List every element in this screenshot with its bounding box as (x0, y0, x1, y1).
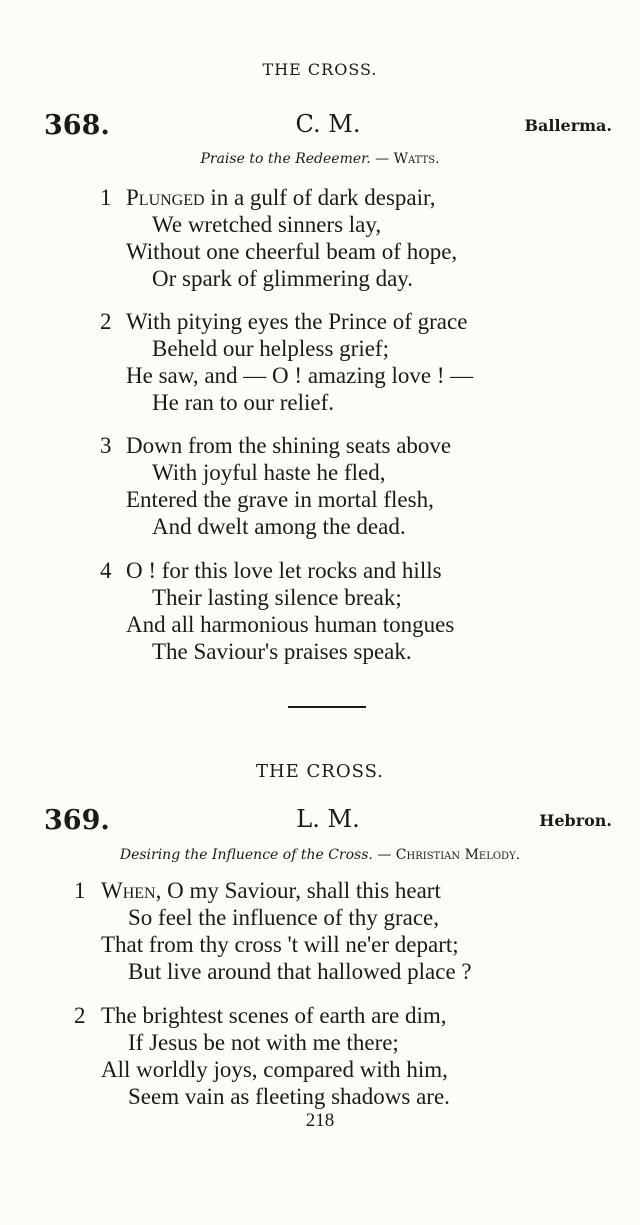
stanza-line: He saw, and — O ! amazing love ! — (126, 363, 474, 388)
stanza-line: That from thy cross 't will ne'er depart; (101, 932, 459, 957)
hymn-subtitle (0, 847, 640, 863)
line-text: in a gulf of dark despair, (204, 185, 436, 210)
hymn-tune: Ballerma. (524, 116, 612, 135)
stanza-number: 1 (100, 185, 112, 210)
hymn-subtitle (0, 151, 640, 167)
stanza (0, 184, 640, 292)
stanza-number: 1 (74, 878, 86, 903)
stanza-line: O ! for this love let rocks and hills (126, 558, 442, 583)
stanza (0, 557, 640, 665)
hymn-author: Christian Melody. (395, 847, 521, 863)
line-text: , O my Saviour, shall this heart (155, 878, 441, 903)
stanza-line: He ran to our relief. (152, 390, 335, 415)
hymn-header (44, 110, 612, 140)
hymn-header (44, 805, 612, 835)
first-word: Plunged (126, 185, 205, 210)
stanza-line: But live around that hallowed place ? (128, 959, 472, 984)
stanza-line: Their lasting silence break; (152, 585, 402, 610)
section-title: THE CROSS. (255, 761, 385, 782)
stanza-number: 2 (100, 309, 112, 334)
stanza-line: All worldly joys, compared with him, (101, 1057, 448, 1082)
stanza-number: 4 (100, 558, 112, 583)
stanza-line: So feel the influence of thy grace, (128, 905, 440, 930)
stanza (0, 877, 640, 985)
stanza-line: Or spark of glimmering day. (152, 266, 414, 291)
subtitle-dash: — (372, 847, 396, 863)
stanza-line (0, 184, 640, 211)
stanza-line: If Jesus be not with me there; (128, 1030, 399, 1055)
stanza-line: Seem vain as fleeting shadows are. (128, 1084, 450, 1109)
stanza-line: We wretched sinners lay, (152, 212, 382, 237)
stanza-number: 3 (100, 433, 112, 458)
stanza-line: And all harmonious human tongues (126, 612, 455, 637)
stanza-number: 2 (74, 1003, 86, 1028)
hymn-author: Watts. (393, 151, 440, 167)
hymn-meter: L. M. (296, 805, 360, 833)
hymn-number: 369. (44, 805, 110, 836)
stanza (0, 1002, 640, 1110)
stanza-line: Beheld our helpless grief; (152, 336, 389, 361)
hymn-number: 368. (44, 110, 110, 141)
hymn-topic: Desiring the Influence of the Cross. (119, 847, 373, 863)
stanza-line: Without one cheerful beam of hope, (126, 239, 458, 264)
hymn-meter: C. M. (295, 110, 361, 138)
stanza-line: And dwelt among the dead. (152, 514, 406, 539)
stanza-line: The brightest scenes of earth are dim, (101, 1003, 447, 1028)
running-head: THE CROSS. (262, 60, 378, 79)
hymn-topic: Praise to the Redeemer. (200, 151, 371, 167)
first-word: When (101, 878, 156, 903)
section-divider (288, 706, 366, 708)
stanza-line: The Saviour's praises speak. (152, 639, 412, 664)
stanza-line: Down from the shining seats above (126, 433, 452, 458)
subtitle-dash: — (370, 151, 394, 167)
page-number: 218 (305, 1110, 335, 1131)
stanza-line: With joyful haste he fled, (152, 460, 386, 485)
hymn-tune: Hebron. (539, 811, 612, 830)
stanza-line: With pitying eyes the Prince of grace (126, 309, 468, 334)
stanza (0, 432, 640, 540)
stanza (0, 308, 640, 416)
stanza-line: Entered the grave in mortal flesh, (126, 487, 434, 512)
